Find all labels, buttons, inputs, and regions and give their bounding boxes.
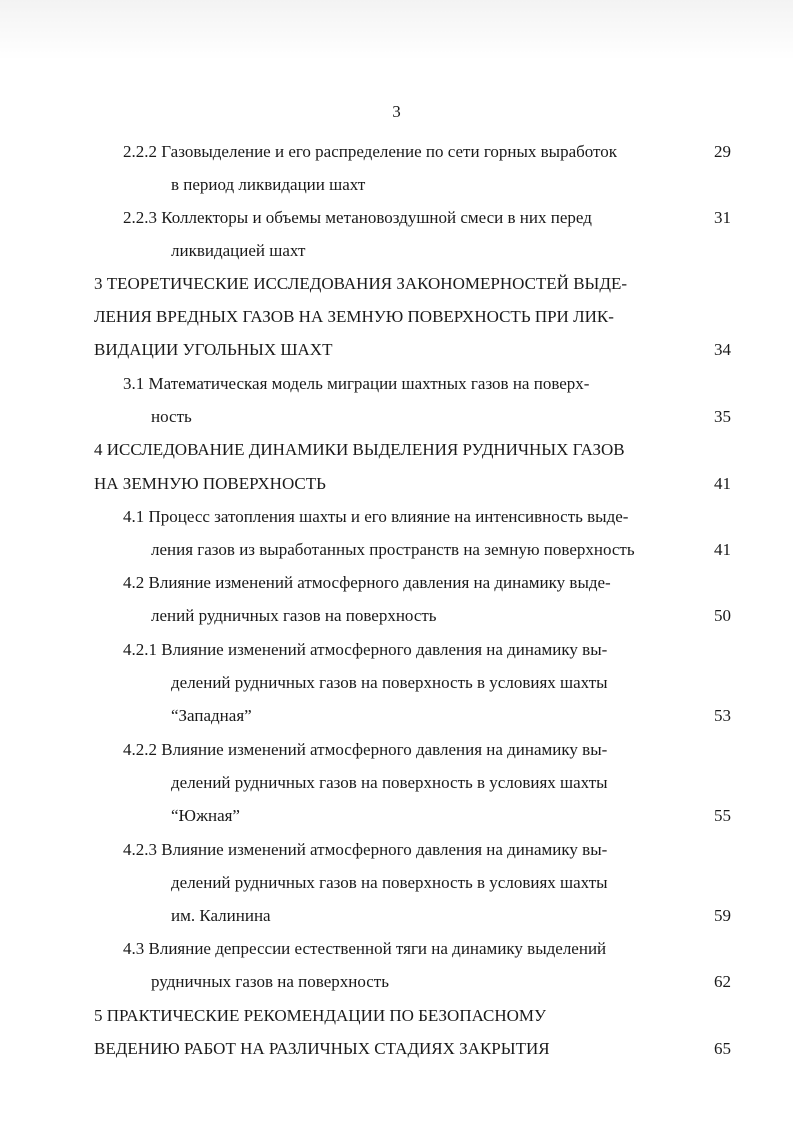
toc-entry-line: “Западная” (171, 706, 252, 725)
toc-entry-line: 5 ПРАКТИЧЕСКИЕ РЕКОМЕНДАЦИИ ПО БЕЗОПАСНОМУ (94, 1006, 547, 1025)
toc-entry-line: 4.2.2 Влияние изменений атмосферного давления на динамику вы- (123, 740, 608, 759)
page-number: 3 (392, 102, 401, 121)
toc-entry-line: лений рудничных газов на поверхность (151, 606, 437, 625)
toc-page-number: 34 (714, 340, 731, 359)
toc-page-number: 50 (714, 606, 731, 625)
toc-entry-line: делений рудничных газов на поверхность в условиях шахты (171, 773, 608, 792)
toc-entry-line: рудничных газов на поверхность (151, 972, 389, 991)
toc-page-number: 53 (714, 706, 731, 725)
toc-entry-line: 4.2.1 Влияние изменений атмосферного давления на динамику вы- (123, 640, 608, 659)
toc-entry-line: НА ЗЕМНУЮ ПОВЕРХНОСТЬ (94, 474, 326, 493)
toc-entry-line: ления газов из выработанных пространств на земную поверхность (151, 540, 635, 559)
toc-entry-line: 2.2.2 Газовыделение и его распределение по сети горных выработок (123, 142, 618, 161)
toc-entry-line: ликвидацией шахт (171, 241, 306, 260)
toc-entry-line: “Южная” (171, 806, 240, 825)
toc-entry-line: 4 ИССЛЕДОВАНИЕ ДИНАМИКИ ВЫДЕЛЕНИЯ РУДНИЧНЫХ ГАЗОВ (94, 440, 625, 459)
toc-entry-line: делений рудничных газов на поверхность в условиях шахты (171, 873, 608, 892)
toc-page-number: 59 (714, 906, 731, 925)
toc-entry-line: ность (151, 407, 192, 426)
toc-page-number: 31 (714, 208, 731, 227)
toc-entry-line: в период ликвидации шахт (171, 175, 366, 194)
toc-page-number: 41 (714, 540, 731, 559)
toc-entry-line: делений рудничных газов на поверхность в условиях шахты (171, 673, 608, 692)
toc-page-number: 55 (714, 806, 731, 825)
toc-entry-line: 3.1 Математическая модель миграции шахтных газов на поверх- (123, 374, 590, 393)
toc-page-number: 35 (714, 407, 731, 426)
toc-entry-line: 4.2 Влияние изменений атмосферного давления на динамику выде- (123, 573, 611, 592)
toc-entry-line: 4.2.3 Влияние изменений атмосферного давления на динамику вы- (123, 840, 608, 859)
toc-entry-line: ВИДАЦИИ УГОЛЬНЫХ ШАХТ (94, 340, 333, 359)
toc-entry-line: ВЕДЕНИЮ РАБОТ НА РАЗЛИЧНЫХ СТАДИЯХ ЗАКРЫТИЯ (94, 1039, 550, 1058)
toc-page-number: 65 (714, 1039, 731, 1058)
toc-entry-line: 2.2.3 Коллекторы и объемы метановоздушной смеси в них перед (123, 208, 592, 227)
toc-entry-line: ЛЕНИЯ ВРЕДНЫХ ГАЗОВ НА ЗЕМНУЮ ПОВЕРХНОСТЬ ПРИ ЛИК- (94, 307, 614, 326)
toc-entry-line: 4.3 Влияние депрессии естественной тяги на динамику выделений (123, 939, 607, 958)
toc-page-number: 41 (714, 474, 731, 493)
scan-edge-shadow (0, 0, 793, 60)
toc-page-number: 62 (714, 972, 731, 991)
toc-entry-line: им. Калинина (171, 906, 271, 925)
toc-page-number: 29 (714, 142, 731, 161)
toc-entry-line: 4.1 Процесс затопления шахты и его влияние на интенсивность выде- (123, 507, 629, 526)
toc-entry-line: 3 ТЕОРЕТИЧЕСКИЕ ИССЛЕДОВАНИЯ ЗАКОНОМЕРНОСТЕЙ ВЫДЕ- (94, 274, 628, 293)
